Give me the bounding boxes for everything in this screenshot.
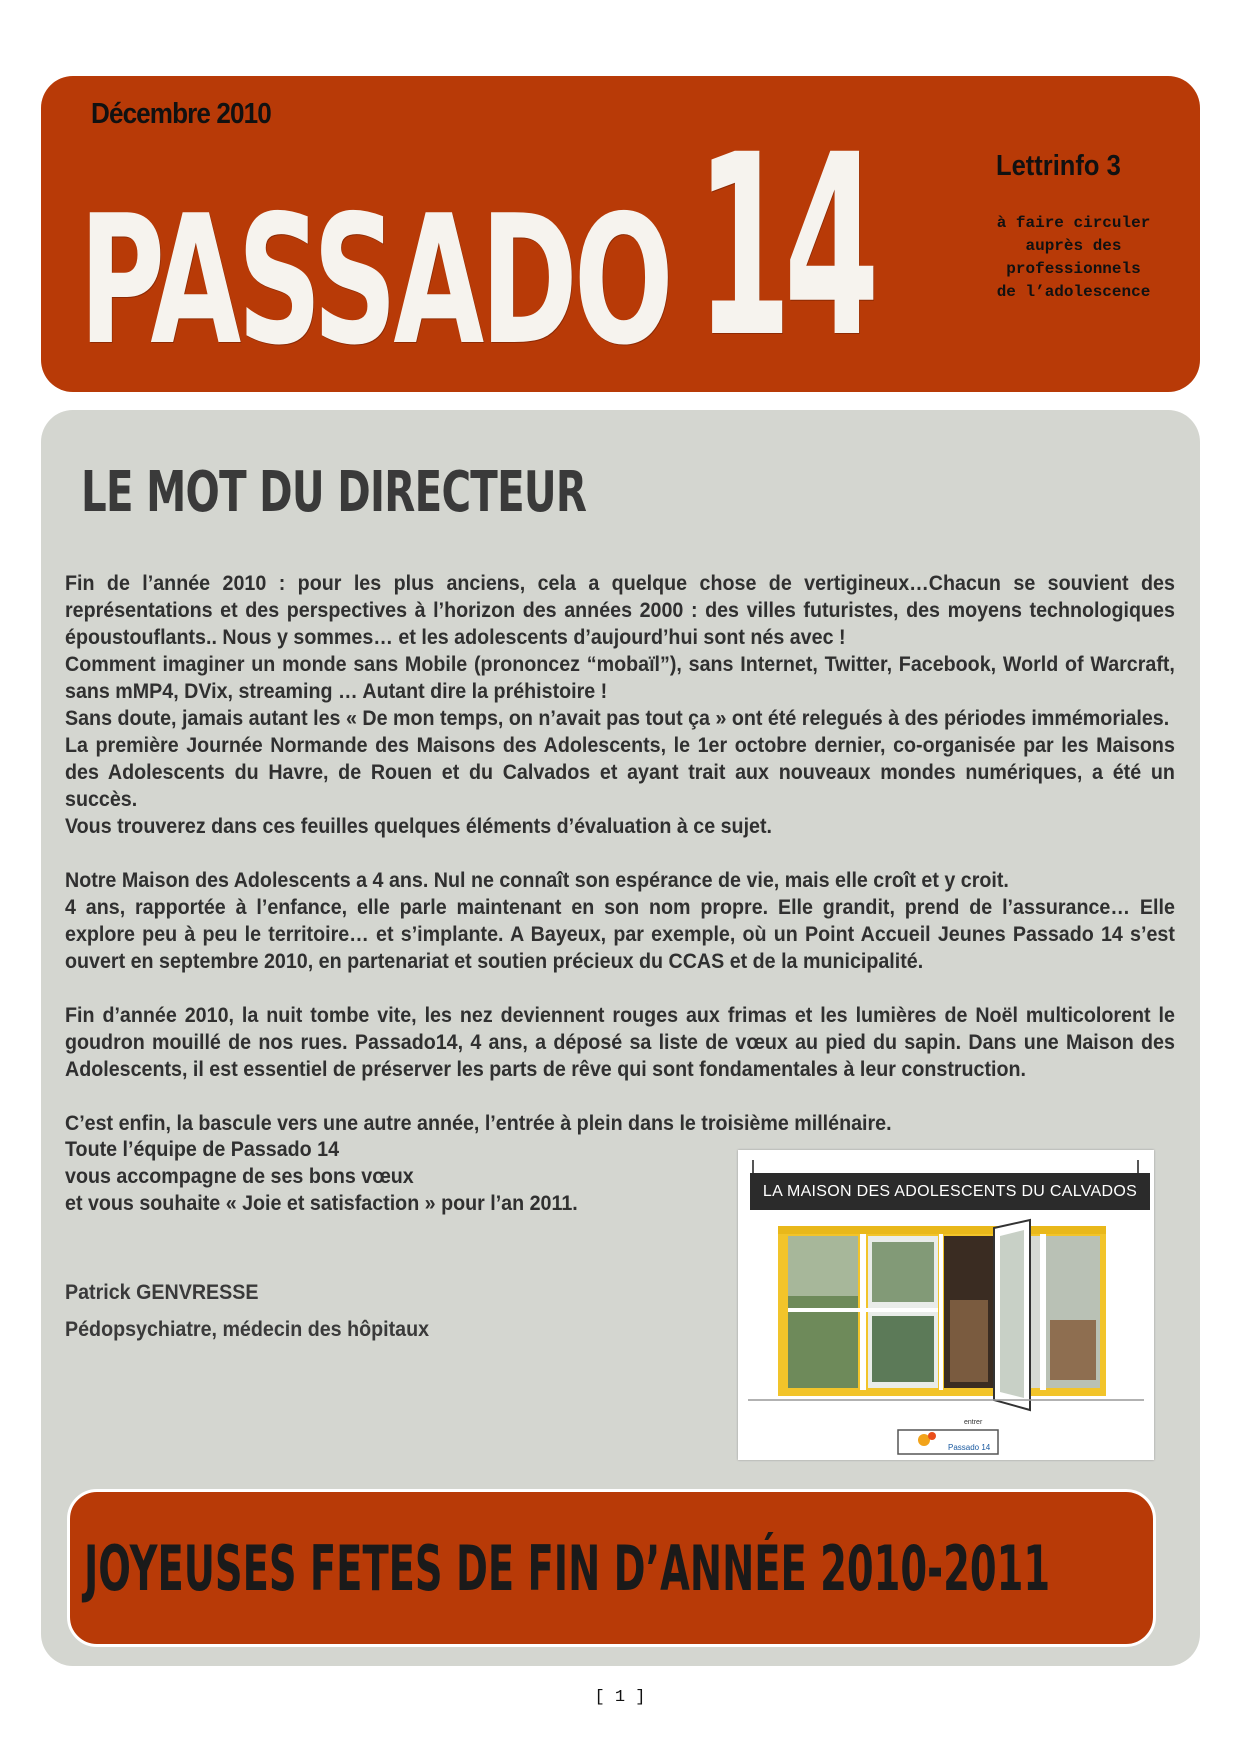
signature <box>65 1280 429 1354</box>
greeting-line: et vous souhaite « Joie et satisfaction » pour l’an 2011. <box>65 1191 578 1215</box>
circulation-line: auprès des <box>1025 237 1122 255</box>
director-message-panel <box>41 410 1200 1666</box>
greeting <box>65 1136 578 1217</box>
greeting-line: vous accompagne de ses bons vœux <box>65 1164 414 1188</box>
signature-name: Patrick GENVRESSE <box>65 1280 259 1304</box>
circulation-line: à faire circuler <box>996 214 1151 232</box>
paragraph: Fin de l’année 2010 : pour les plus anciens, cela a quelque chose de vertigineux…Chacun se souvient des représentations et des perspectives à l’horizon des années 2000 : des villes futuristes, des moyens technologiques époustouflants.. Nous y sommes… et les adolescents d’aujourd’hui sont nés avec ! <box>65 571 1175 649</box>
circulation-line: professionnels <box>1006 260 1141 278</box>
paragraph: Notre Maison des Adolescents a 4 ans. Nul ne connaît son espérance de vie, mais elle croît et y croit. <box>65 868 1009 892</box>
paragraph: 4 ans, rapportée à l’enfance, elle parle maintenant en son nom propre. Elle grandit, prend de l’assurance… Elle explore peu à peu le territoire… et s’implante. A Bayeux, par exemple, où un Point Accueil Jeunes Passado 14 s’est ouvert en septembre 2010, en partenariat et soutien précieux du CCAS et de la municipalité. <box>65 895 1175 973</box>
page-number: [ 1 ] <box>594 1688 646 1707</box>
mat-label: Passado 14 <box>948 1443 991 1452</box>
photo-banner: LA MAISON DES ADOLESCENTS DU CALVADOS <box>750 1173 1150 1210</box>
paragraph: Fin d’année 2010, la nuit tombe vite, les nez deviennent rouges aux frimas et les lumières de Noël multicolorent le goudron mouillé de nos rues. Passado14, 4 ans, a déposé sa liste de vœux au pied du sapin. Dans une Maison des Adolescents, il est essentiel de préserver les parts de rêve qui sont fondamentales à leur construction. <box>65 1003 1175 1081</box>
article-body <box>65 570 1175 1137</box>
paragraph: Vous trouverez dans ces feuilles quelques éléments d’évaluation à ce sujet. <box>65 814 773 838</box>
paragraph: C’est enfin, la bascule vers une autre année, l’entrée à plein dans le troisième millénaire. <box>65 1111 892 1135</box>
circulation-note <box>961 212 1186 304</box>
circulation-line: de l’adolescence <box>996 283 1151 301</box>
maison-photo <box>738 1150 1154 1460</box>
season-greeting-text: JOYEUSES FETES DE FIN D’ANNÉE 2010-2011 <box>84 1532 1051 1605</box>
newsletter-header <box>41 76 1200 392</box>
door-label: entrer <box>964 1419 983 1426</box>
logo-number: 14 <box>696 101 872 392</box>
section-title: LE MOT DU DIRECTEUR <box>81 460 587 525</box>
season-greeting-banner <box>67 1489 1156 1647</box>
logo-text: PASSADO <box>79 177 670 384</box>
greeting-line: Toute l’équipe de Passado 14 <box>65 1137 340 1161</box>
issue-label: Lettrinfo 3 <box>996 150 1121 182</box>
paragraph: Comment imaginer un monde sans Mobile (prononcez “mobaïl”), sans Internet, Twitter, Facebook, World of Warcraft, sans mMP4, DVix, streaming … Autant dire la préhistoire ! <box>65 652 1175 703</box>
paragraph: La première Journée Normande des Maisons des Adolescents, le 1er octobre dernier, co-organisée par les Maisons des Adolescents du Havre, de Rouen et du Calvados et ayant trait aux nouveaux mondes numériques, a été un succès. <box>65 733 1175 811</box>
paragraph: Sans doute, jamais autant les « De mon temps, on n’avait pas tout ça » ont été relegués à des périodes immémoriales. <box>65 706 1170 730</box>
signature-title: Pédopsychiatre, médecin des hôpitaux <box>65 1317 430 1341</box>
issue-date: Décembre 2010 <box>91 98 271 130</box>
